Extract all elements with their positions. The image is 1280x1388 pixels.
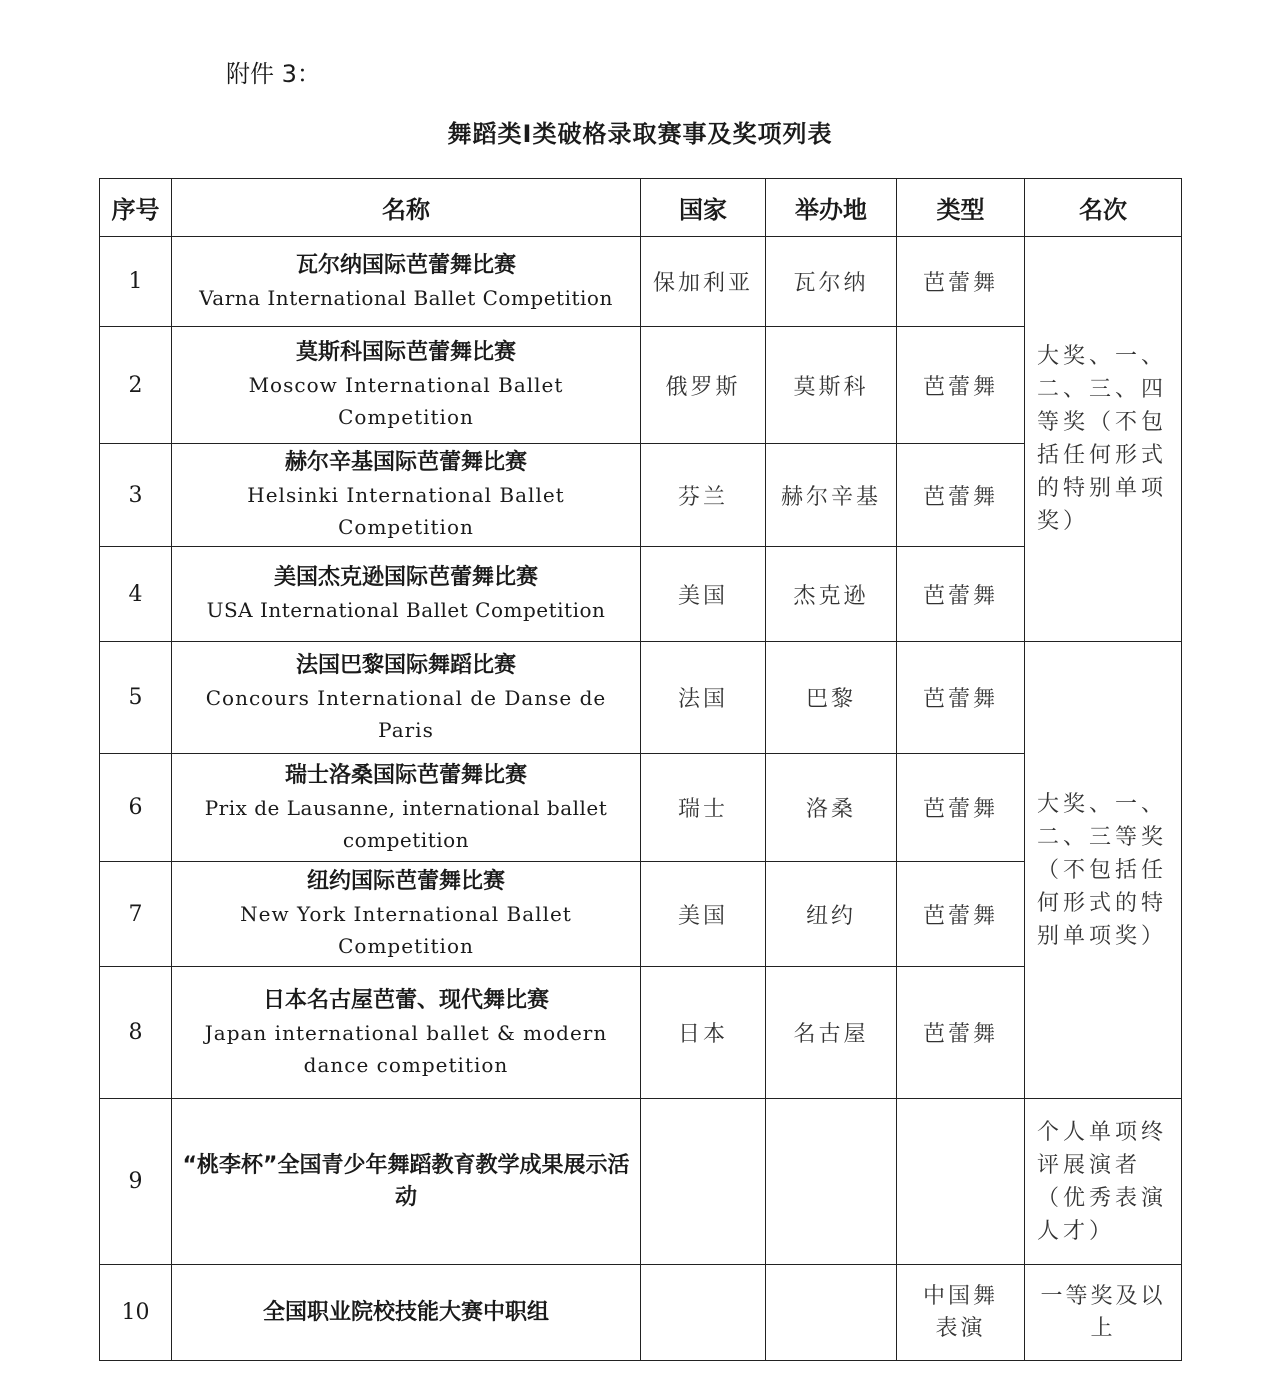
- table-row: [100, 327, 1182, 444]
- row-venue: [766, 1099, 897, 1265]
- name-en: Concours International de Danse de Paris: [205, 685, 607, 742]
- row-seq: 8: [100, 967, 172, 1099]
- document-title: 舞蹈类Ⅰ类破格录取赛事及奖项列表: [447, 120, 833, 148]
- row-name: [172, 754, 641, 862]
- row-seq: 2: [100, 327, 172, 444]
- name-zh: 莫斯科国际芭蕾舞比赛: [295, 340, 516, 365]
- row-name: [172, 547, 641, 642]
- row-type: 芭蕾舞: [897, 444, 1025, 547]
- header-name: 名称: [172, 179, 641, 237]
- name-en: Japan international ballet & modern dance competition: [204, 1020, 608, 1077]
- row-type: 芭蕾舞: [897, 862, 1025, 967]
- row-country: 瑞士: [641, 754, 766, 862]
- name-zh: 瑞士洛桑国际芭蕾舞比赛: [284, 762, 527, 788]
- row-venue: [766, 1265, 897, 1361]
- table-row: [100, 444, 1182, 547]
- name-zh: 美国杰克逊国际芭蕾舞比赛: [273, 565, 538, 590]
- row-seq: 9: [100, 1099, 172, 1265]
- row-venue: 杰克逊: [766, 547, 897, 642]
- row-seq: 3: [100, 444, 172, 547]
- header-seq: 序号: [100, 179, 172, 237]
- row-venue: 瓦尔纳: [766, 237, 897, 327]
- row-seq: 5: [100, 642, 172, 754]
- row-name: 全国职业院校技能大赛中职组: [172, 1265, 641, 1361]
- row-venue: 洛桑: [766, 754, 897, 862]
- rank-group-2: 大奖、一、二、三等奖（不包括任何形式的特别单项奖）: [1025, 642, 1182, 1099]
- row-venue: 纽约: [766, 862, 897, 967]
- row-venue: 赫尔辛基: [766, 444, 897, 547]
- row-country: 俄罗斯: [641, 327, 766, 444]
- header-rank: 名次: [1025, 179, 1182, 237]
- row-country: 芬兰: [641, 444, 766, 547]
- row-type: 芭蕾舞: [897, 327, 1025, 444]
- table-row: [100, 1099, 1182, 1265]
- attachment-label: 附件 3：: [226, 60, 321, 88]
- name-zh: 瓦尔纳国际芭蕾舞比赛: [295, 252, 516, 278]
- row-name: [172, 967, 641, 1099]
- name-en: Helsinki International Ballet Competition: [247, 483, 565, 539]
- row-venue: 巴黎: [766, 642, 897, 754]
- row-country: 美国: [641, 547, 766, 642]
- table-row: [100, 547, 1182, 642]
- rank-group-1: 大奖、一、二、三、四等奖（不包括任何形式的特别单项奖）: [1025, 237, 1182, 642]
- table-row: [100, 754, 1182, 862]
- row-type: 芭蕾舞: [897, 642, 1025, 754]
- table-row: [100, 237, 1182, 327]
- row-country: 美国: [641, 862, 766, 967]
- name-en: New York International Ballet Competition: [240, 902, 572, 958]
- row-venue: 名古屋: [766, 967, 897, 1099]
- name-en: Varna International Ballet Competition: [199, 285, 613, 310]
- row-country: 法国: [641, 642, 766, 754]
- row-type: [897, 1099, 1025, 1265]
- name-zh: 法国巴黎国际舞蹈比赛: [295, 652, 516, 678]
- row-seq: 10: [100, 1265, 172, 1361]
- row-country: [641, 1099, 766, 1265]
- name-en: USA International Ballet Competition: [206, 598, 606, 622]
- name-en: Prix de Lausanne, international ballet competition: [204, 795, 608, 852]
- row-name: [172, 237, 641, 327]
- competition-table: [99, 178, 1182, 1361]
- name-zh: 纽约国际芭蕾舞比赛: [306, 869, 505, 894]
- name-zh: 日本名古屋芭蕾、现代舞比赛: [262, 987, 549, 1013]
- header-type: 类型: [897, 179, 1025, 237]
- table-row: [100, 642, 1182, 754]
- row-country: 日本: [641, 967, 766, 1099]
- name-zh: 赫尔辛基国际芭蕾舞比赛: [284, 450, 527, 475]
- header-venue: 举办地: [766, 179, 897, 237]
- row-country: 保加利亚: [641, 237, 766, 327]
- table-row: [100, 967, 1182, 1099]
- row-type: 中国舞表演: [897, 1265, 1025, 1361]
- row-type: 芭蕾舞: [897, 237, 1025, 327]
- row-rank: 个人单项终评展演者（优秀表演人才）: [1025, 1099, 1182, 1265]
- row-name: [172, 642, 641, 754]
- row-country: [641, 1265, 766, 1361]
- row-seq: 4: [100, 547, 172, 642]
- row-name: “桃李杯”全国青少年舞蹈教育教学成果展示活动: [172, 1099, 641, 1265]
- row-seq: 7: [100, 862, 172, 967]
- header-country: 国家: [641, 179, 766, 237]
- header-row: [100, 179, 1182, 237]
- row-venue: 莫斯科: [766, 327, 897, 444]
- name-en: Moscow International Ballet Competition: [248, 373, 564, 429]
- row-rank: 一等奖及以上: [1025, 1265, 1182, 1361]
- row-name: [172, 327, 641, 444]
- row-name: [172, 444, 641, 547]
- row-seq: 1: [100, 237, 172, 327]
- table-row: [100, 1265, 1182, 1361]
- row-type: 芭蕾舞: [897, 967, 1025, 1099]
- row-seq: 6: [100, 754, 172, 862]
- row-type: 芭蕾舞: [897, 547, 1025, 642]
- row-name: [172, 862, 641, 967]
- table-row: [100, 862, 1182, 967]
- row-type: 芭蕾舞: [897, 754, 1025, 862]
